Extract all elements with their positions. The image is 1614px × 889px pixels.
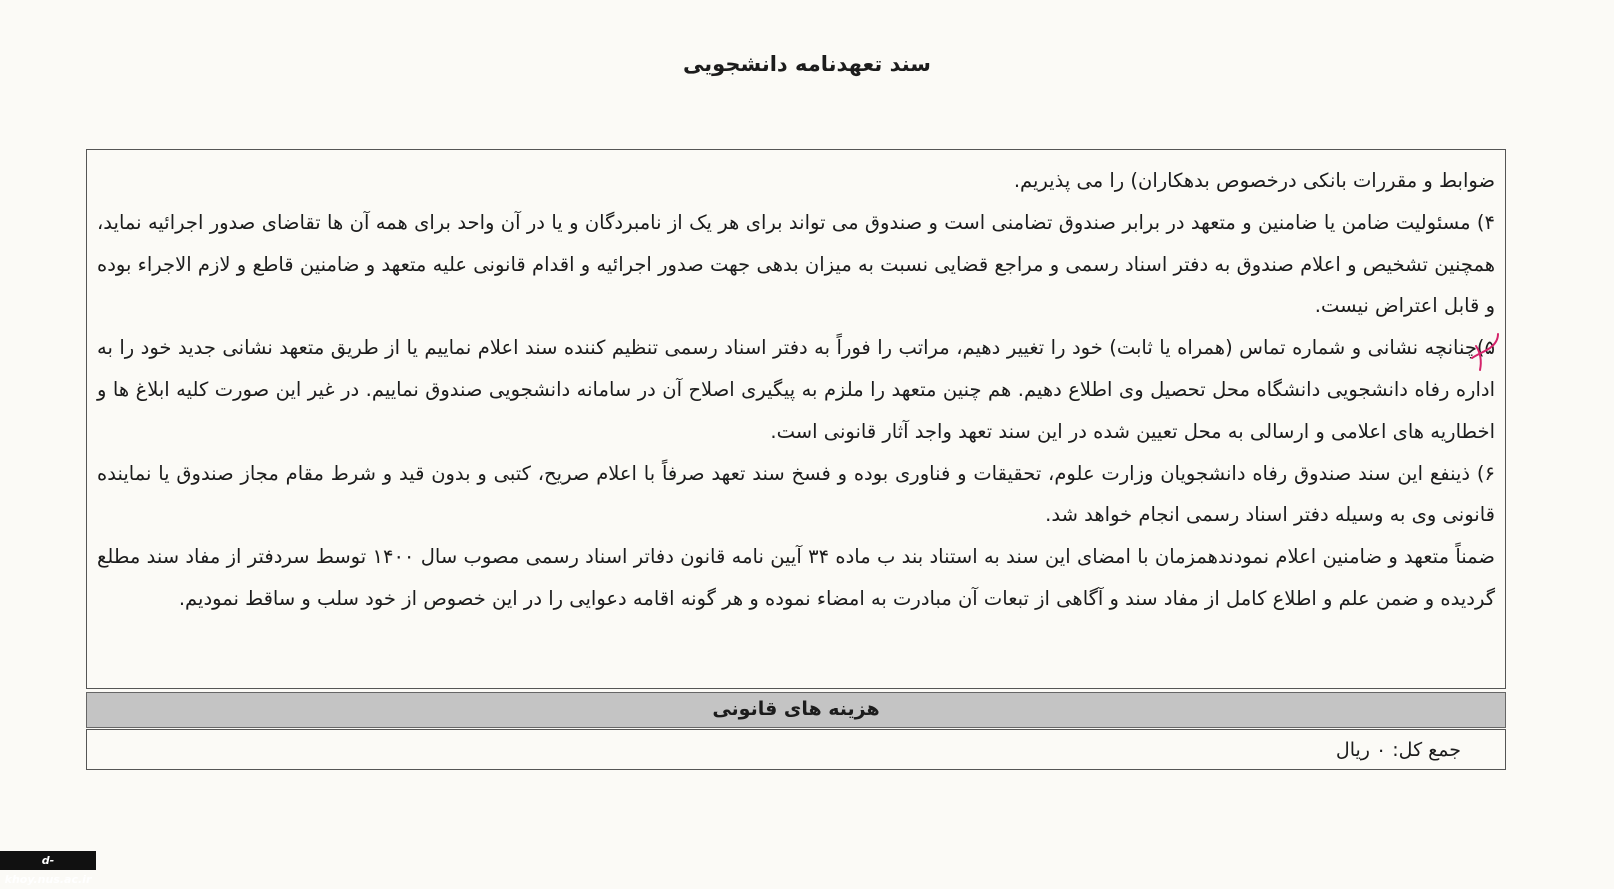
paragraph-clause-4: ۴) مسئولیت ضامن یا ضامنین و متعهد در برابر صندوق تضامنی است و صندوق می تواند برای هر یک از نامبردگان و یا در آن واحد برای همه آن ها تقاضای صدور اجرائیه نماید، همچنین تشخیص و اعلام صندوق به دفتر اسناد رسمی و مراجع قضایی نسبت به میزان بدهی جهت صدور اجرائیه و اقدام قانونی علیه متعهد و ضامنین قاطع و لازم الاجراء بوده و قابل اعتراض نیست. (97, 210, 1495, 318)
paragraph-clause-5: ۵)چنانچه نشانی و شماره تماس (همراه یا ثابت) خود را تغییر دهیم، مراتب را فوراً به دفتر اسناد رسمی تنظیم کننده سند اعلام نماییم یا از طریق متعهد نشانی جدید خود را به اداره رفاه دانشجویی دانشگاه محل تحصیل وی اطلاع دهیم. هم چنین متعهد را ملزم به پیگیری اصلاح آن در سامانه دانشجویی صندوق نماییم. در غیر این صورت کلیه ابلاغ ها و اخطاریه های اعلامی و ارسالی به محل تعیین شده در این سند تعهد واجد آثار قانونی است. (97, 336, 1495, 443)
paragraph-acknowledgement: ضمناً متعهد و ضامنین اعلام نمودندهمزمان با امضای این سند به استناد بند ب ماده ۳۴ آیین نامه قانون دفاتر اسناد رسمی مصوب سال ۱۴۰۰ توسط سردفتر از مفاد سند مطلع گردیده و ضمن علم و اطلاع کامل از مفاد سند و آگاهی از تبعات آن مبادرت به امضاء نموده و هر گونه اقامه دعوایی را در این خصوص از خود سلب و ساقط نمودیم. (97, 545, 1495, 610)
document-title: سند تعهدنامه دانشجویی (683, 52, 931, 76)
paragraph-banking-rules: ضوابط و مقررات بانکی درخصوص بدهکاران) را می پذیریم. (1013, 169, 1495, 192)
site-watermark: d-khoy.nus.ac.ir (0, 851, 96, 870)
total-cost-row (86, 729, 1506, 770)
total-cost-value: جمع کل: ۰ ریال (1335, 739, 1461, 761)
legal-costs-header: هزینه های قانونی (86, 692, 1506, 728)
document-body (97, 160, 1495, 620)
pen-check-mark-icon (1468, 328, 1502, 376)
paragraph-clause-6: ۶) ذینفع این سند صندوق رفاه دانشجویان وزارت علوم، تحقیقات و فناوری بوده و فسخ سند تعهد صرفاً با اعلام صریح، کتبی و بدون قید و شرط مقام مجاز صندوق یا نماینده قانونی وی به وسیله دفتر اسناد رسمی انجام خواهد شد. (97, 461, 1495, 527)
